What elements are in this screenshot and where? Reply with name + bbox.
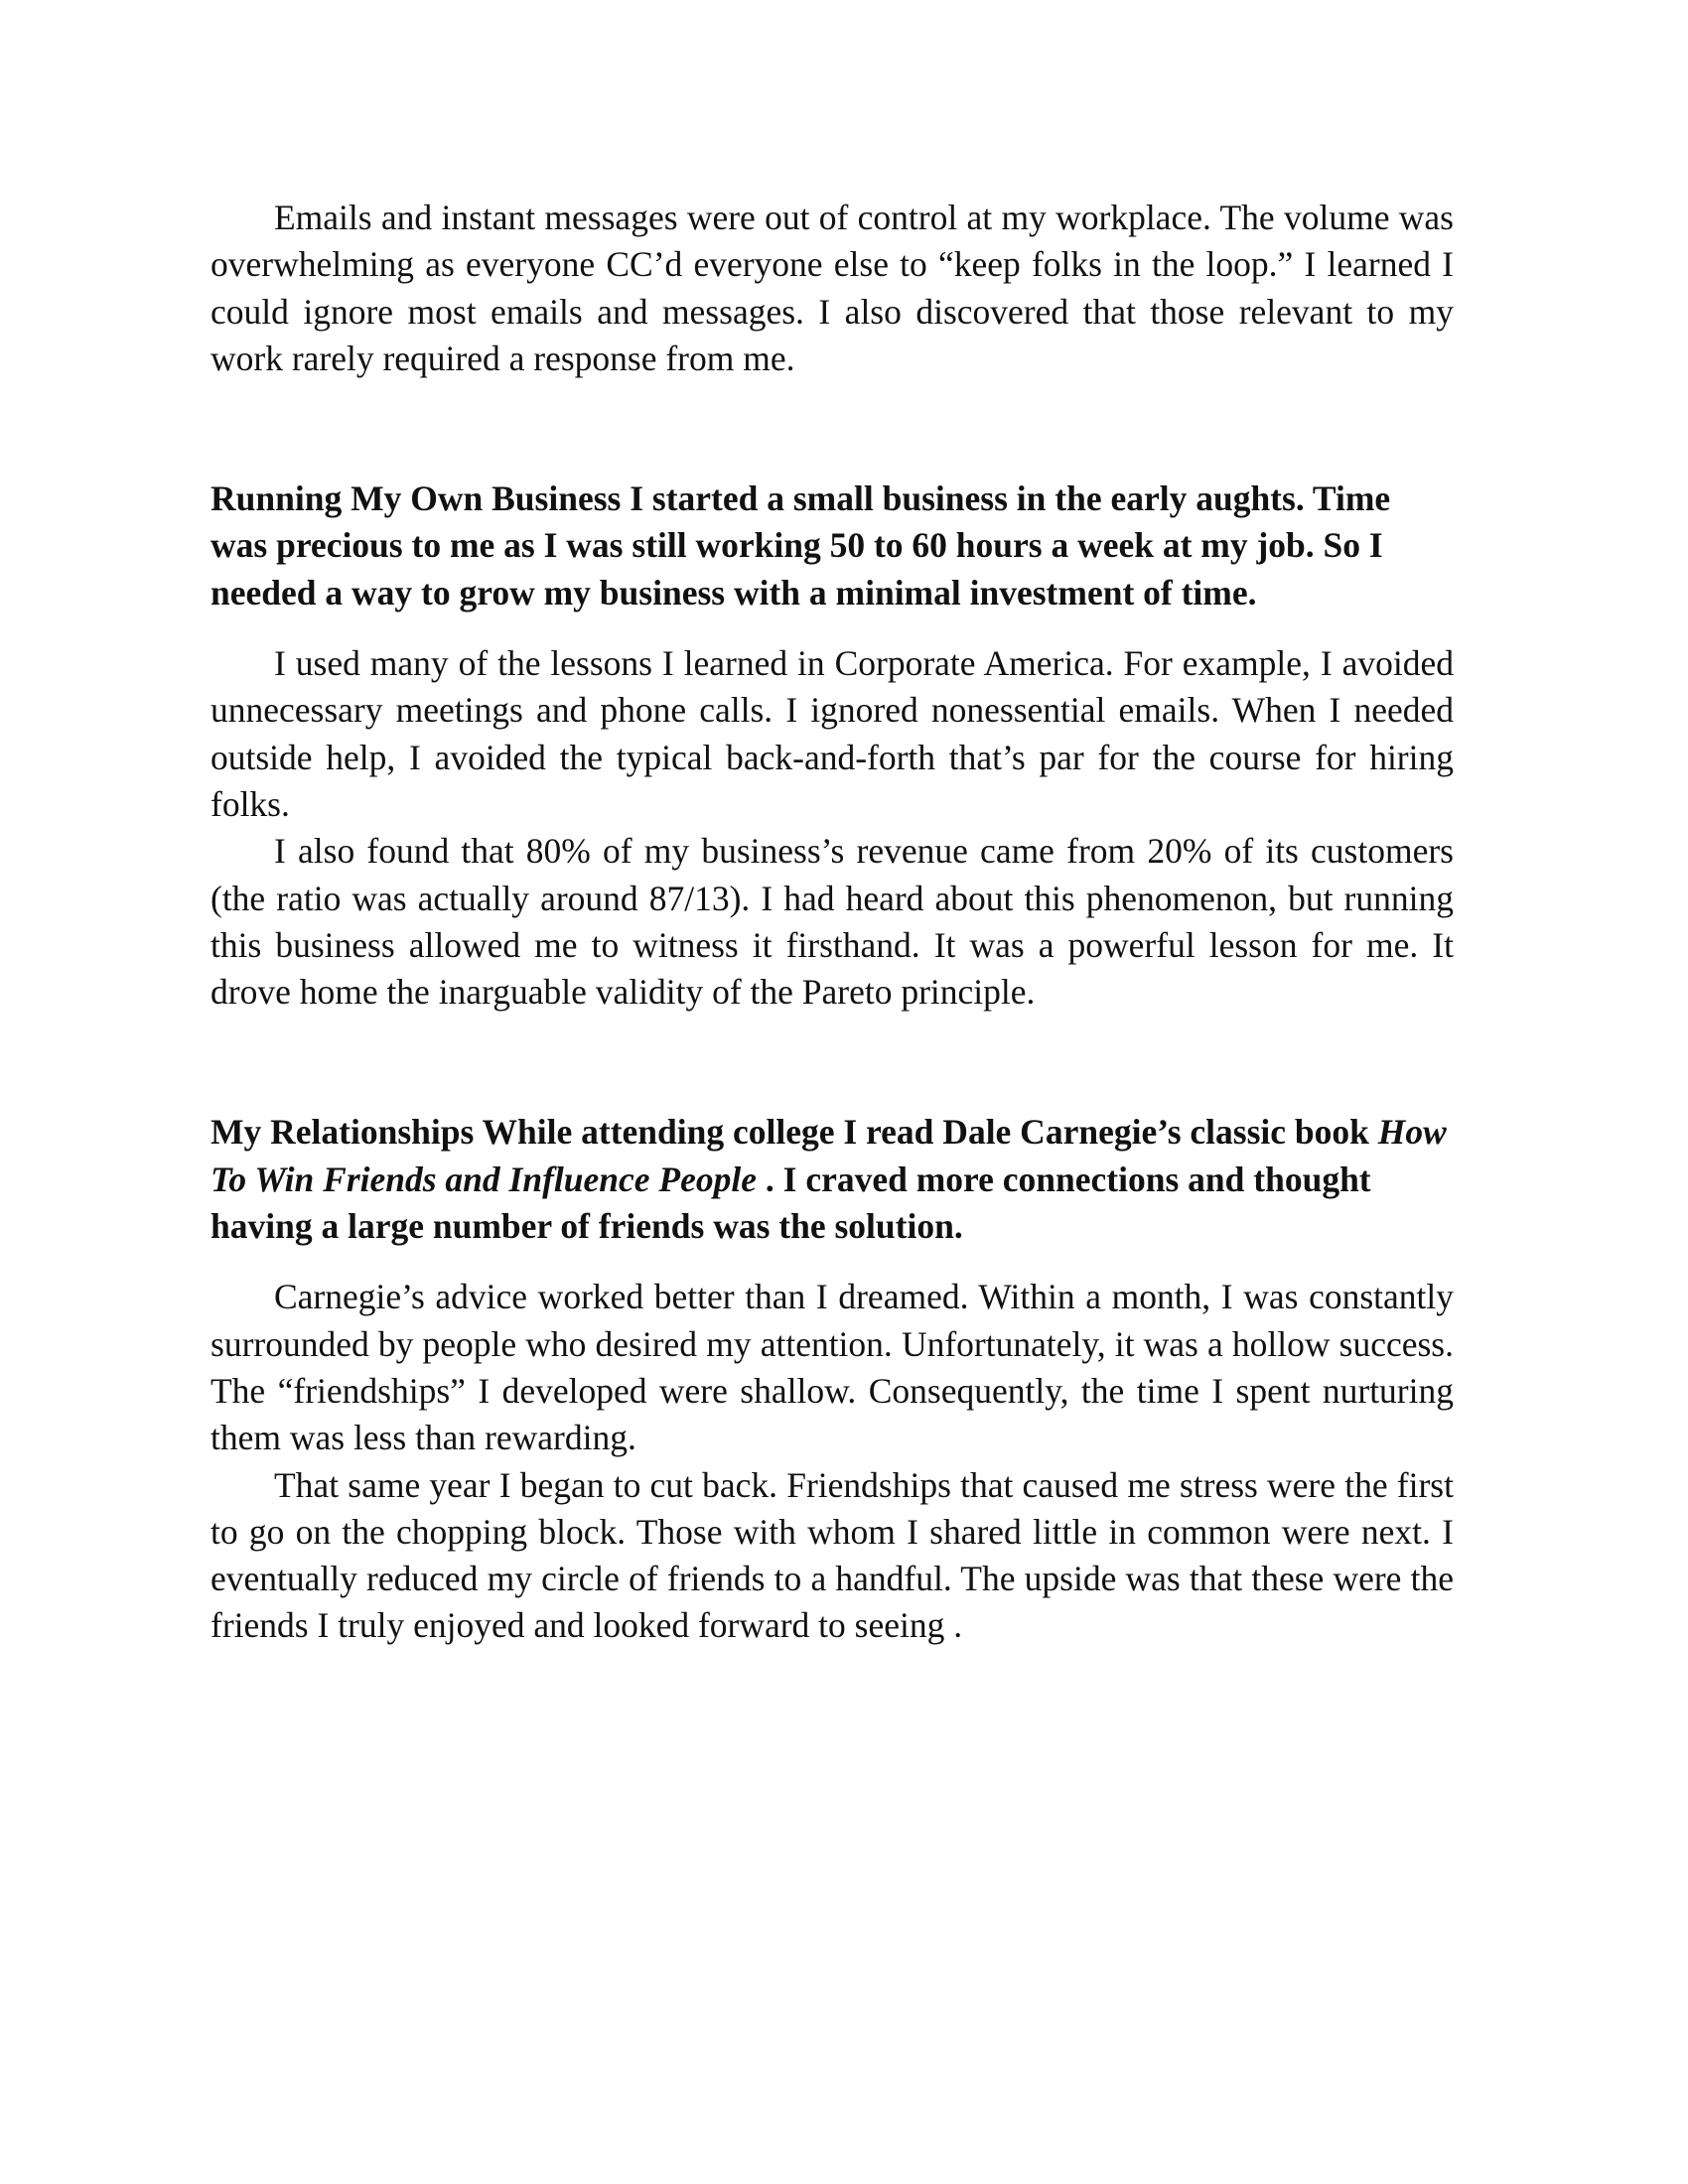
paragraph-corporate-lessons: I used many of the lessons I learned in Corporate America. For example, I avoided unnecessary meetings and phone calls. I ignored nonessential emails. When I needed outside help, I avoided the typical back-and-forth that’s par for the course for hiring folks.	[211, 643, 1454, 824]
paragraph-carnegie-advice: Carnegie’s advice worked better than I dreamed. Within a month, I was constantly surrounded by people who desired my attention. Unfortunately, it was a hollow success. The “friendships” I developed were shallow. Consequently, the time I spent nurturing them was less than rewarding.	[211, 1277, 1454, 1458]
book-title: How To Win Friends and Influence People	[211, 1112, 1447, 1199]
page-content	[211, 195, 1454, 1650]
heading-my-relationships	[211, 1109, 1454, 1250]
heading-running-my-own-business: Running My Own Business I started a small business in the early aughts. Time was precious to me as I was still working 50 to 60 hours a week at my job. So I needed a way to grow my business with a minimal investment of time.	[211, 478, 1391, 613]
heading-relationships-text-start: My Relationships While attending college I read Dale Carnegie’s classic book	[211, 1112, 1378, 1153]
heading-relationships-text-end: . I craved more connections and thought having a large number of friends was the solution.	[211, 1159, 1371, 1247]
paragraph-cutting-back: That same year I began to cut back. Friendships that caused me stress were the first to go on the chopping block. Those with whom I shared little in common were next. I eventually reduced my circle of friends to a handful. The upside was that these were the friends I truly enjoyed and looked forward to seeing .	[211, 1464, 1454, 1646]
paragraph-email-overload: Emails and instant messages were out of control at my workplace. The volume was overwhelming as everyone CC’d everyone else to “keep folks in the loop.” I learned I could ignore most emails and messages. I also discovered that those relevant to my work rarely required a response from me.	[211, 198, 1454, 378]
paragraph-pareto-revenue: I also found that 80% of my business’s revenue came from 20% of its customers (the ratio was actually around 87/13). I had heard about this phenomenon, but running this business allowed me to witness it firsthand. It was a powerful lesson for me. It drove home the inarguable validity of the Pareto principle.	[211, 831, 1454, 1013]
